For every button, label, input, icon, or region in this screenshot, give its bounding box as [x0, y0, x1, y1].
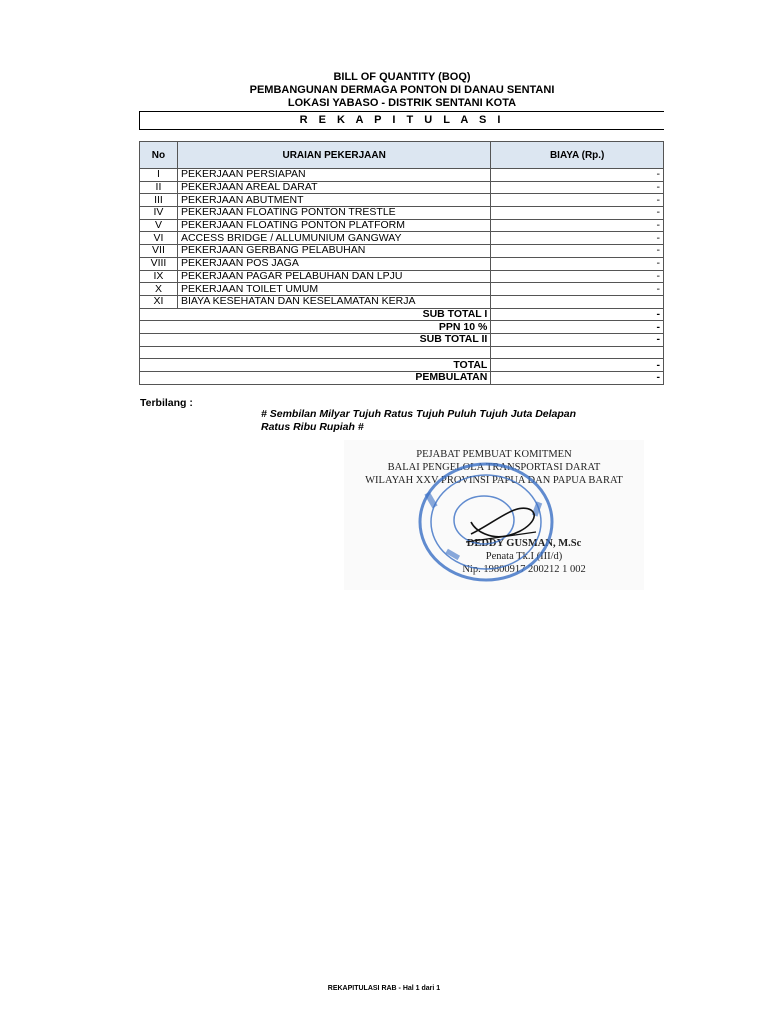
ppn-row — [140, 321, 664, 334]
row-no: VI — [140, 232, 178, 245]
row-no: III — [140, 194, 178, 207]
table-row — [140, 194, 664, 207]
col-header-no: No — [140, 142, 178, 169]
terbilang-text — [261, 408, 581, 434]
row-desc: PEKERJAAN ABUTMENT — [177, 194, 490, 207]
row-no: II — [140, 181, 178, 194]
page-footer: REKAPITULASI RAB - Hal 1 dari 1 — [327, 985, 441, 992]
row-no: VII — [140, 245, 178, 258]
spacer-row — [140, 346, 664, 359]
subtotal1-row — [140, 308, 664, 321]
row-no: X — [140, 283, 178, 296]
table-row — [140, 181, 664, 194]
pembulatan-label: PEMBULATAN — [140, 372, 491, 385]
row-cost: - — [491, 169, 664, 182]
table-row — [140, 270, 664, 283]
col-header-cost: BIAYA (Rp.) — [491, 142, 664, 169]
table-row — [140, 295, 664, 308]
row-desc: PEKERJAAN FLOATING PONTON TRESTLE — [177, 207, 490, 220]
table-row — [140, 283, 664, 296]
ppn-value: - — [491, 321, 664, 334]
header-title: BILL OF QUANTITY (BOQ) — [333, 71, 471, 83]
row-desc: PEKERJAAN GERBANG PELABUHAN — [177, 245, 490, 258]
row-desc: PEKERJAAN FLOATING PONTON PLATFORM — [177, 219, 490, 232]
row-no: XI — [140, 295, 178, 308]
subtotal2-row — [140, 333, 664, 346]
row-cost: - — [491, 194, 664, 207]
pembulatan-row — [140, 372, 664, 385]
signature-region: WILAYAH XXV PROVINSI PAPUA DAN PAPUA BARAT — [365, 475, 623, 486]
signatory-name: DEDDY GUSMAN, M.Sc — [466, 538, 582, 549]
row-cost: - — [491, 245, 664, 258]
row-desc: PEKERJAAN AREAL DARAT — [177, 181, 490, 194]
table-row — [140, 245, 664, 258]
section-title: R E K A P I T U L A S I — [139, 111, 664, 130]
subtotal2-value: - — [491, 333, 664, 346]
table-row — [140, 219, 664, 232]
total-row — [140, 359, 664, 372]
spacer-cell — [140, 346, 491, 359]
row-no: VIII — [140, 257, 178, 270]
terbilang-line1: # Sembilan Milyar Tujuh Ratus Tujuh Puluh Tujuh Juta Delapan — [261, 408, 577, 420]
header-project: PEMBANGUNAN DERMAGA PONTON DI DANAU SENTANI — [249, 84, 555, 96]
row-cost: - — [491, 257, 664, 270]
header-location: LOKASI YABASO - DISTRIK SENTANI KOTA — [287, 97, 517, 109]
row-no: I — [140, 169, 178, 182]
total-value: - — [491, 359, 664, 372]
row-no: V — [140, 219, 178, 232]
row-cost — [491, 295, 664, 308]
official-stamp-icon — [416, 462, 556, 586]
signature-role: PEJABAT PEMBUAT KOMITMEN — [416, 449, 572, 460]
row-desc: BIAYA KESEHATAN DAN KESELAMATAN KERJA — [177, 295, 490, 308]
document-header — [140, 71, 664, 110]
signatory-rank: Penata Tk.I (III/d) — [485, 551, 563, 562]
pembulatan-value: - — [491, 372, 664, 385]
table-row — [140, 257, 664, 270]
row-cost: - — [491, 207, 664, 220]
row-desc: PEKERJAAN PAGAR PELABUHAN DAN LPJU — [177, 270, 490, 283]
row-desc: PEKERJAAN PERSIAPAN — [177, 169, 490, 182]
table-row — [140, 207, 664, 220]
row-desc: ACCESS BRIDGE / ALLUMUNIUM GANGWAY — [177, 232, 490, 245]
table-row — [140, 169, 664, 182]
table-header-row — [140, 142, 664, 169]
table-row — [140, 232, 664, 245]
total-label: TOTAL — [140, 359, 491, 372]
subtotal1-label: SUB TOTAL I — [140, 308, 491, 321]
row-cost: - — [491, 181, 664, 194]
row-desc: PEKERJAAN POS JAGA — [177, 257, 490, 270]
spacer-cell — [491, 346, 664, 359]
col-header-desc: URAIAN PEKERJAAN — [177, 142, 490, 169]
row-no: IX — [140, 270, 178, 283]
subtotal2-label: SUB TOTAL II — [140, 333, 491, 346]
subtotal1-value: - — [491, 308, 664, 321]
row-desc: PEKERJAAN TOILET UMUM — [177, 283, 490, 296]
terbilang-line2: Ratus Ribu Rupiah # — [261, 421, 364, 433]
ppn-label: PPN 10 % — [140, 321, 491, 334]
signatory-nip: Nip. 19800917 200212 1 002 — [462, 564, 586, 575]
row-no: IV — [140, 207, 178, 220]
boq-table — [139, 141, 664, 385]
row-cost: - — [491, 283, 664, 296]
terbilang-label: Terbilang : — [140, 397, 193, 409]
row-cost: - — [491, 219, 664, 232]
row-cost: - — [491, 232, 664, 245]
row-cost: - — [491, 270, 664, 283]
signature-office: BALAI PENGELOLA TRANSPORTASI DARAT — [387, 462, 601, 473]
